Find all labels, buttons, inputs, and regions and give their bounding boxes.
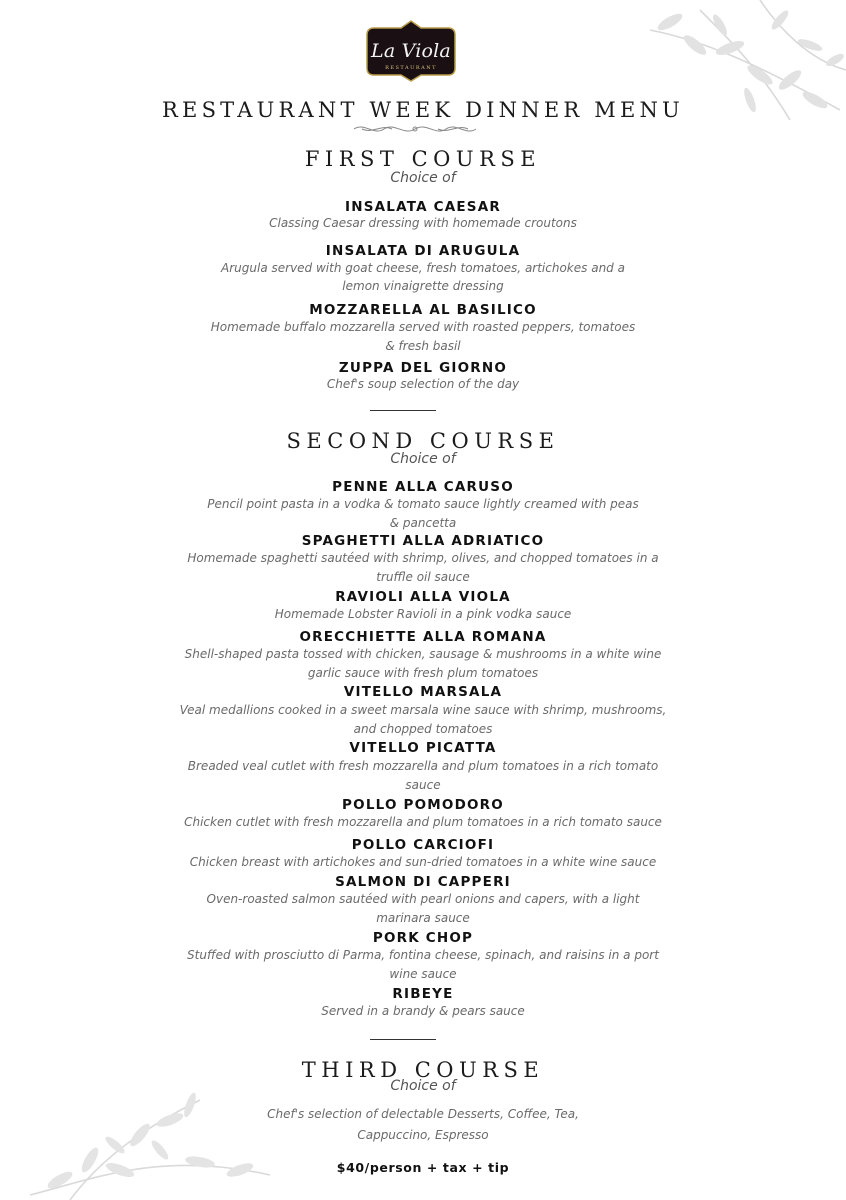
menu-item-description: Breaded veal cutlet with fresh mozzarella and plum tomatoes in a rich tomato	[187, 759, 659, 773]
menu-item-description: and chopped tomatoes	[353, 722, 493, 736]
menu-item-name: MOZZARELLA AL BASILICO	[309, 302, 537, 318]
menu-item-description: Chef's soup selection of the day	[326, 377, 520, 391]
course-subtitle-first: Choice of	[390, 170, 456, 186]
menu-item-name: ZUPPA DEL GIORNO	[338, 360, 508, 376]
menu-item-name: POLLO CARCIOFI	[351, 837, 495, 853]
menu-item-description: wine sauce	[389, 967, 457, 981]
menu-item-name: RAVIOLI ALLA VIOLA	[335, 589, 511, 605]
restaurant-logo	[366, 20, 456, 82]
menu-item-name: INSALATA DI ARUGULA	[325, 243, 521, 259]
course-subtitle-second: Choice of	[390, 451, 456, 467]
section-divider	[370, 1039, 436, 1040]
menu-item-description: & fresh basil	[385, 339, 461, 353]
menu-item-description: lemon vinaigrette dressing	[342, 279, 504, 293]
menu-item-description: Homemade spaghetti sautéed with shrimp, olives, and chopped tomatoes in a	[187, 551, 659, 565]
menu-item-name: SPAGHETTI ALLA ADRIATICO	[301, 533, 545, 549]
menu-item-name: SALMON DI CAPPERI	[335, 874, 511, 890]
logo-name: La Viola	[371, 40, 451, 62]
menu-item-description: garlic sauce with fresh plum tomatoes	[307, 666, 539, 680]
menu-item-name: PORK CHOP	[372, 930, 474, 946]
menu-item-description: marinara sauce	[376, 911, 470, 925]
price-line: $40/person + tax + tip	[336, 1160, 510, 1175]
logo-tagline: RESTAURANT	[385, 65, 437, 71]
menu-item-description: Homemade Lobster Ravioli in a pink vodka sauce	[274, 607, 572, 621]
menu-item-description: Chicken breast with artichokes and sun-dried tomatoes in a white wine sauce	[189, 855, 657, 869]
menu-item-description: Arugula served with goat cheese, fresh tomatoes, artichokes and a	[221, 261, 625, 275]
menu-item-description: Stuffed with prosciutto di Parma, fontina cheese, spinach, and raisins in a port	[187, 948, 659, 962]
menu-item-name: INSALATA CAESAR	[345, 199, 501, 215]
menu-item-description: Shell-shaped pasta tossed with chicken, sausage & mushrooms in a white wine	[184, 647, 662, 661]
menu-item-description: Served in a brandy & pears sauce	[321, 1004, 525, 1018]
menu-item-name: RIBEYE	[392, 986, 454, 1002]
menu-item-description: & pancetta	[389, 516, 457, 530]
menu-item-name: ORECCHIETTE ALLA ROMANA	[299, 629, 547, 645]
course-title-first: FIRST COURSE	[304, 147, 542, 171]
menu-item-description: Cappuccino, Espresso	[357, 1128, 489, 1142]
menu-item-description: Pencil point pasta in a vodka & tomato sauce lightly creamed with peas	[207, 497, 639, 511]
menu-item-description: Chicken cutlet with fresh mozzarella and plum tomatoes in a rich tomato sauce	[184, 815, 662, 829]
menu-item-name: VITELLO PICATTA	[349, 740, 497, 756]
flourish-ornament-icon	[352, 122, 478, 136]
menu-item-description: Veal medallions cooked in a sweet marsala wine sauce with shrimp, mushrooms,	[179, 703, 667, 717]
menu-item-description: Oven-roasted salmon sautéed with pearl onions and capers, with a light	[206, 892, 640, 906]
menu-item-description: sauce	[405, 778, 441, 792]
menu-item-name: POLLO POMODORO	[342, 797, 504, 813]
menu-item-name: PENNE ALLA CARUSO	[332, 479, 514, 495]
section-divider	[370, 410, 436, 411]
menu-item-description: truffle oil sauce	[376, 570, 470, 584]
menu-item-description: Classing Caesar dressing with homemade croutons	[269, 216, 577, 230]
menu-item-description: Chef's selection of delectable Desserts, Coffee, Tea,	[267, 1107, 579, 1121]
course-title-third: THIRD COURSE	[301, 1058, 545, 1082]
menu-item-description: Homemade buffalo mozzarella served with roasted peppers, tomatoes	[210, 320, 636, 334]
course-title-second: SECOND COURSE	[286, 429, 560, 453]
menu-title: RESTAURANT WEEK DINNER MENU	[162, 98, 684, 122]
course-subtitle-third: Choice of	[390, 1078, 456, 1094]
menu-item-name: VITELLO MARSALA	[343, 684, 503, 700]
